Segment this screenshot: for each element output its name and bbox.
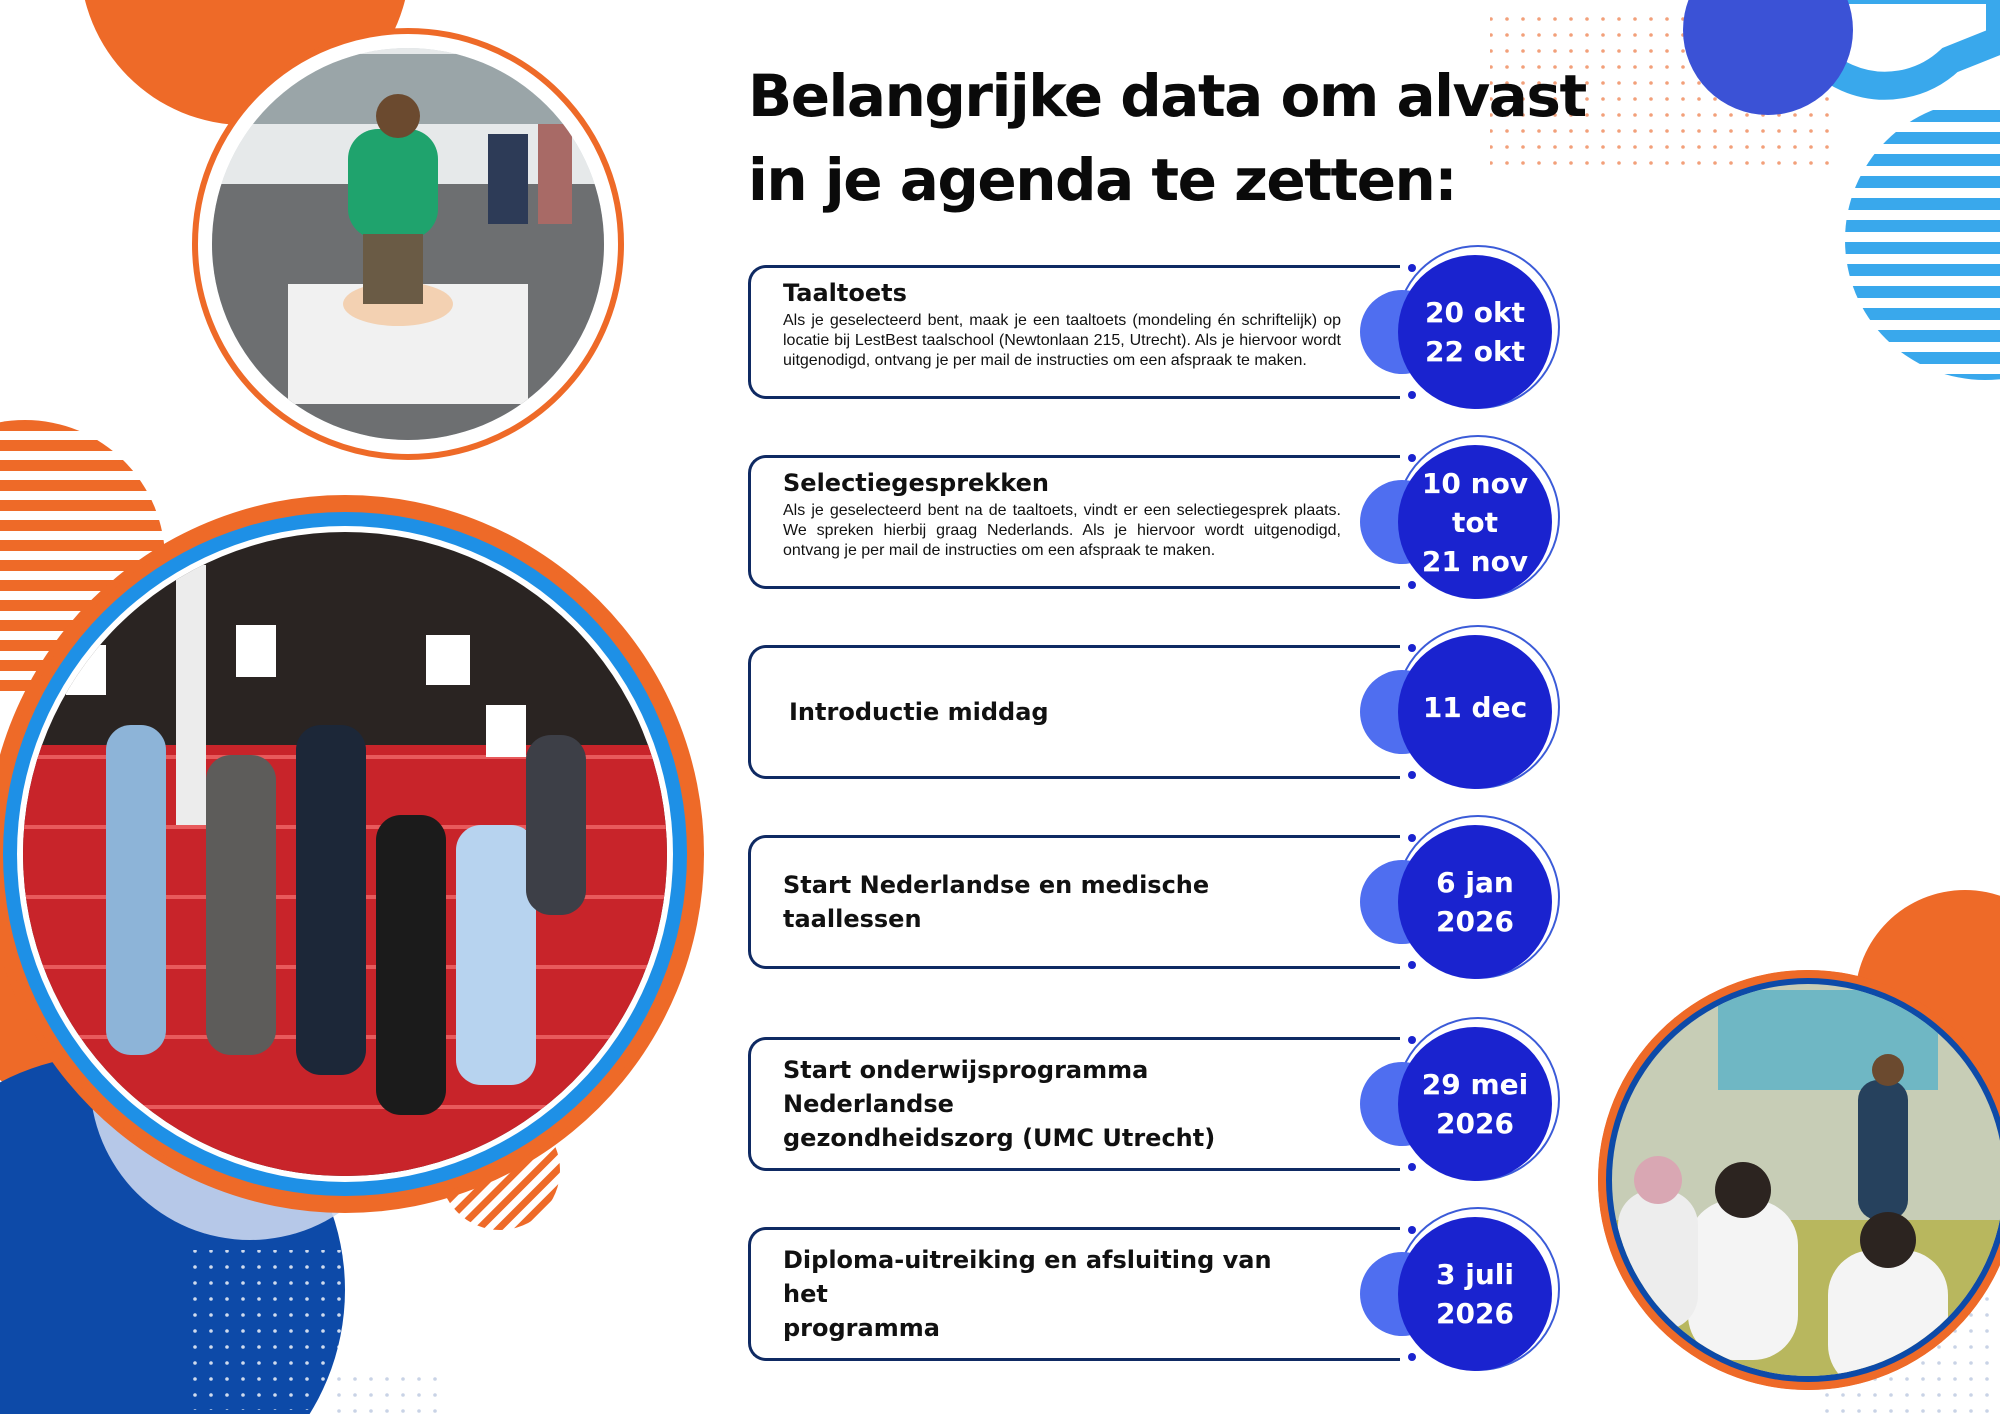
event-title: Introductie middag	[789, 698, 1049, 726]
connector-dot	[1408, 644, 1416, 652]
event-selectiegesprekken	[748, 455, 1400, 589]
event-taaltoets	[748, 265, 1400, 399]
date-line: 22 okt	[1425, 335, 1525, 368]
date-line: 2026	[1436, 905, 1514, 938]
event-title: Start Nederlandse en medische taallessen	[783, 871, 1210, 933]
page-title-line-1: Belangrijke data om alvast	[748, 62, 1586, 130]
event-title-line: Start onderwijsprogramma Nederlandse	[783, 1056, 1149, 1118]
event-title: Selectiegesprekken	[783, 469, 1049, 497]
date-badge-introductie	[1398, 635, 1552, 789]
connector-dot	[1408, 1353, 1416, 1361]
connector-dot	[1408, 834, 1416, 842]
event-title	[783, 1230, 1290, 1358]
connector-dot	[1408, 264, 1416, 272]
page-title-line-2: in je agenda te zetten:	[748, 146, 1457, 214]
cpr-training-photo	[192, 28, 624, 460]
event-title-line: programma	[783, 1314, 940, 1342]
event-diploma-uitreiking	[748, 1227, 1400, 1361]
graduation-group-photo	[0, 495, 704, 1213]
connector-dot	[1408, 961, 1416, 969]
date-line: 11 dec	[1422, 690, 1528, 724]
connector-dot	[1408, 1163, 1416, 1171]
date-line: 3 juli	[1436, 1258, 1514, 1291]
connector-dot	[1408, 771, 1416, 779]
date-line: tot	[1451, 505, 1498, 539]
connector-dot	[1408, 581, 1416, 589]
date-line: 2026	[1436, 1107, 1514, 1140]
date-badge-onderwijsprogramma	[1398, 1027, 1552, 1181]
event-start-taallessen	[748, 835, 1400, 969]
date-line: 20 okt	[1425, 296, 1525, 329]
date-line: 10 nov	[1421, 466, 1529, 500]
event-introductie-middag	[748, 645, 1400, 779]
date-line: 2026	[1436, 1297, 1514, 1330]
event-description: Als je geselecteerd bent, maak je een taaltoets (mondeling én schriftelijk) op locatie bij LestBest taalschool (Newtonlaan 215, Utrecht). Als je hiervoor wordt uitgenodigd, ontvang je per mail de instructies om een afspraak te maken.	[783, 312, 1341, 369]
date-line: 6 jan	[1436, 866, 1514, 899]
date-line: 21 nov	[1421, 544, 1529, 578]
date-badge-start-taallessen	[1398, 825, 1552, 979]
page-title	[748, 54, 1648, 222]
connector-dot	[1408, 454, 1416, 462]
event-description: Als je geselecteerd bent na de taaltoets, vindt er een selectiegesprek plaats. We spreken hierbij graag Nederlands. Als je hiervoor wordt uitgenodigd, ontvang je per mail de instructies om een afspraak te maken.	[783, 502, 1341, 559]
date-badge-taaltoets	[1398, 255, 1552, 409]
event-title	[783, 1040, 1290, 1168]
event-title: Taaltoets	[783, 279, 907, 307]
connector-dot	[1408, 1226, 1416, 1234]
date-badge-diploma	[1398, 1217, 1552, 1371]
date-line: 29 mei	[1421, 1068, 1529, 1101]
event-start-onderwijsprogramma	[748, 1037, 1400, 1171]
connector-dot	[1408, 391, 1416, 399]
connector-dot	[1408, 1036, 1416, 1044]
classroom-lesson-photo	[1598, 970, 2000, 1390]
event-title-line: Diploma-uitreiking en afsluiting van het	[783, 1246, 1272, 1308]
date-badge-selectiegesprekken	[1398, 445, 1552, 599]
event-title-line: gezondheidszorg (UMC Utrecht)	[783, 1124, 1216, 1152]
